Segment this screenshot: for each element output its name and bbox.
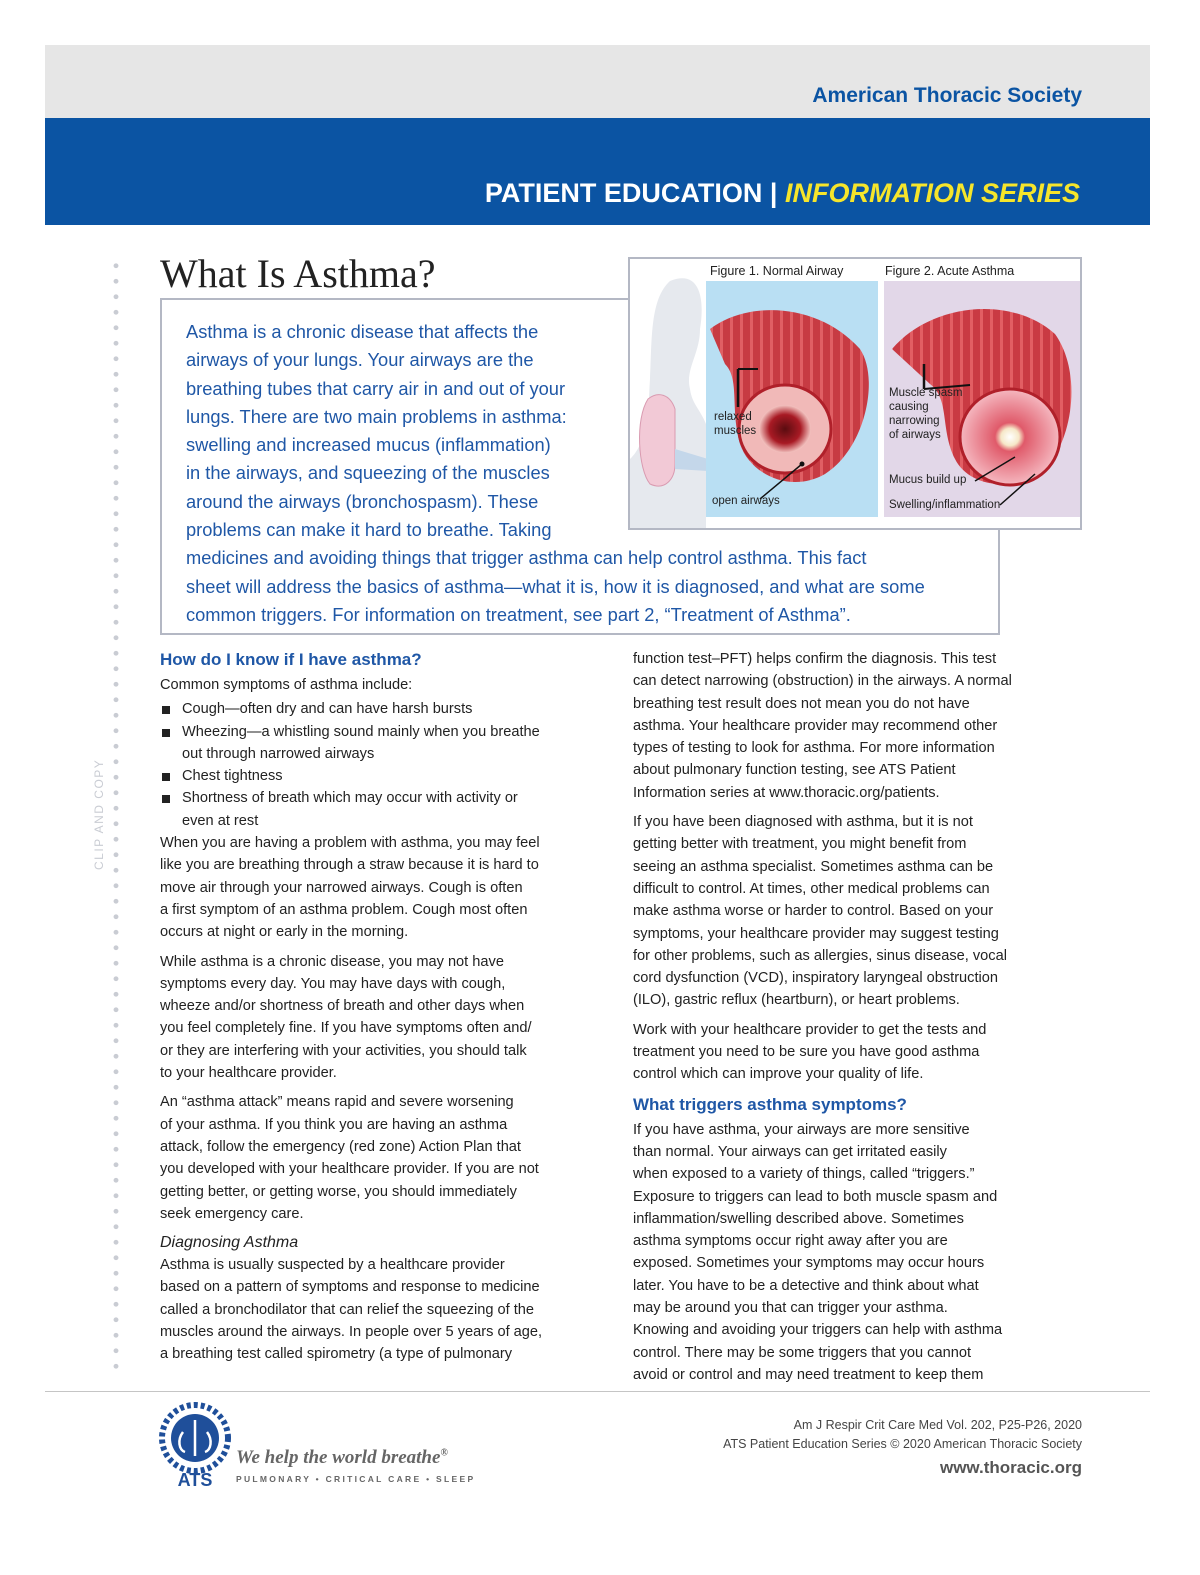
text-line: called a bronchodilator that can relief the squeezing of the [160,1301,535,1318]
text-line: When you are having a problem with asthma, you may feel [160,835,540,852]
paragraph-breathing-straw [160,832,608,943]
ats-logo-text: ATS [177,1470,213,1490]
symptoms-intro: Common symptoms of asthma include: [160,677,413,693]
paragraph-triggers [633,1119,1073,1387]
series-separator: | [762,178,785,208]
text-line: Wheezing—a whistling sound mainly when you breathe [182,723,540,740]
tagline [236,1447,448,1469]
airway-lumen-inflamed [960,389,1060,485]
text-line: sheet will address the basics of asthma—what it is, how it is diagnosed, and what are some [186,575,925,597]
text-line: exposed. Sometimes your symptoms may occur hours [633,1255,985,1272]
paragraph-pft [633,648,1073,804]
label-relaxed: relaxed [714,411,752,423]
text-line: like you are breathing through a straw because it is hard to [160,857,539,874]
text-line: muscles around the airways. In people over 5 years of age, [160,1324,543,1341]
text-line: you developed with your healthcare provider. If you are not [160,1161,539,1178]
text-line: Knowing and avoiding your triggers can help with asthma [633,1322,1003,1339]
label-mucus: Mucus build up [889,474,967,486]
text-line: treatment you need to be sure you have good asthma [633,1044,980,1061]
text-line: asthma. Your healthcare provider may recommend other [633,717,998,734]
org-name: American Thoracic Society [812,84,1082,107]
text-line: Asthma is usually suspected by a healthcare provider [160,1257,505,1274]
symptom-list [160,698,608,832]
paragraph-work-with-provider [633,1019,1073,1086]
text-line: lungs. There are two main problems in asthma: [186,405,567,427]
text-line: medicines and avoiding things that trigger asthma can help control asthma. This fact [186,547,867,569]
text-line: symptoms, your healthcare provider may suggest testing [633,925,999,942]
text-line: Work with your healthcare provider to get the tests and [633,1021,987,1038]
symptom-list-item [160,698,608,720]
series-main: PATIENT EDUCATION [484,178,763,208]
heading-diagnosing-asthma: Diagnosing Asthma [160,1234,299,1252]
page-title: What Is Asthma? [160,251,436,296]
airway-figure [628,257,1082,530]
text-line: seeing an asthma specialist. Sometimes asthma can be [633,858,994,875]
text-line: common triggers. For information on treatment, see part 2, “Treatment of Asthma”. [186,603,851,625]
tagline-sub: PULMONARY • CRITICAL CARE • SLEEP [236,1474,476,1484]
text-line: types of testing to look for asthma. For more information [633,740,995,757]
label-swelling: Swelling/inflammation [889,499,1001,511]
text-line: swelling and increased mucus (inflammation) [186,434,551,456]
figure1-caption: Figure 1. Normal Airway [710,264,844,278]
citation-journal: Am J Respir Crit Care Med Vol. 202, P25-P26, 2020 [793,1418,1082,1432]
figure2-caption: Figure 2. Acute Asthma [885,264,1015,278]
text-line: may be around you that can trigger your asthma. [633,1300,948,1317]
text-line: (ILO), gastric reflux (heartburn), or heart problems. [633,992,960,1009]
symptom-list-item [160,765,608,787]
text-line: asthma symptoms occur right away after you are [633,1233,948,1250]
text-line: a breathing test called spirometry (a type of pulmonary [160,1346,513,1363]
text-line: avoid or control and may need treatment to keep them [633,1366,984,1383]
text-line: breathing test result does not mean you do not have [633,695,970,712]
text-line: when exposed to a variety of things, called “triggers.” [633,1166,975,1183]
text-line: about pulmonary function testing, see ATS Patient [633,762,956,779]
right-column [633,648,1073,1393]
label-spasm-3: narrowing [889,415,940,427]
text-line: make asthma worse or harder to control. Based on your [633,903,994,920]
text-line: Exposure to triggers can lead to both muscle spasm and [633,1188,998,1205]
text-line: While asthma is a chronic disease, you may not have [160,953,504,970]
text-line: If you have asthma, your airways are more sensitive [633,1121,970,1138]
symptom-list-item [160,721,608,766]
text-line: out through narrowed airways [182,745,375,762]
text-line: Cough—often dry and can have harsh bursts [182,701,473,718]
text-line: wheeze and/or shortness of breath and other days when [160,998,525,1015]
clip-dotted-line [113,258,119,1370]
paragraph-diagnosis [160,1254,608,1365]
text-line: you feel completely fine. If you have symptoms often and/ [160,1020,532,1037]
label-spasm-1: Muscle spasm [889,387,963,399]
text-line: Asthma is a chronic disease that affects the [186,321,539,342]
label-spasm-2: causing [889,401,929,413]
text-line: seek emergency care. [160,1205,304,1222]
text-line: airways of your lungs. Your airways are the [186,349,534,371]
text-line: function test–PFT) helps confirm the diagnosis. This test [633,651,997,667]
text-line: can detect narrowing (obstruction) in the airways. A normal [633,673,1012,690]
label-open-airways: open airways [712,495,780,507]
text-line: for other problems, such as allergies, sinus disease, vocal [633,947,1007,964]
text-line: breathing tubes that carry air in and out of your [186,377,566,399]
text-line: attack, follow the emergency (red zone) Action Plan that [160,1138,521,1155]
heading-triggers: What triggers asthma symptoms? [633,1094,907,1114]
text-line: a first symptom of an asthma problem. Cough most often [160,901,528,918]
text-line: than normal. Your airways can get irritated easily [633,1143,947,1160]
text-line: Chest tightness [182,768,283,785]
text-line: around the airways (bronchospasm). These [186,490,539,512]
airway-illustration [630,259,1082,530]
text-line: Information series at www.thoracic.org/patients. [633,784,940,801]
text-line: later. You have to be a detective and think about what [633,1277,979,1294]
text-line: problems can make it hard to breathe. Taking [186,519,552,541]
text-line: If you have been diagnosed with asthma, but it is not [633,814,973,831]
tagline-text: We help the world breathe [236,1447,441,1468]
paragraph-asthma-attack [160,1091,608,1225]
text-line: in the airways, and squeezing of the muscles [186,462,550,484]
text-line: inflammation/swelling described above. Sometimes [633,1210,964,1227]
text-line: symptoms every day. You may have days with cough, [160,975,506,992]
paragraph-chronic-disease [160,951,608,1085]
label-spasm-4: of airways [889,429,941,441]
website-link[interactable]: www.thoracic.org [939,1458,1082,1477]
text-line: Shortness of breath which may occur with activity or [182,790,518,807]
symptom-list-item [160,787,608,832]
text-line: even at rest [182,812,259,829]
footer-divider [45,1391,1150,1392]
lung-icon [640,395,675,486]
tagline-mark: ® [440,1447,448,1459]
text-line: control which can improve your quality of life. [633,1066,924,1083]
text-line: move air through your narrowed airways. Cough is often [160,879,523,896]
label-muscles: muscles [714,425,757,437]
citation-series: ATS Patient Education Series © 2020 American Thoracic Society [723,1437,1082,1451]
text-line: An “asthma attack” means rapid and severe worsening [160,1094,514,1111]
text-line: of your asthma. If you think you are having an asthma [160,1116,508,1133]
text-line: getting better, or getting worse, you should immediately [160,1183,517,1200]
text-line: control. There may be some triggers that you cannot [633,1344,971,1361]
text-line: or they are interfering with your activities, you should talk [160,1042,527,1059]
text-line: getting better with treatment, you might benefit from [633,836,967,853]
text-line: difficult to control. At times, other medical problems can [633,880,990,897]
heading-how-do-i-know: How do I know if I have asthma? [160,650,422,669]
series-emphasis: INFORMATION SERIES [784,178,1080,208]
text-line: based on a pattern of symptoms and response to medicine [160,1279,540,1296]
left-column [160,648,608,1373]
ats-logo [155,1400,235,1490]
paragraph-specialist [633,811,1073,1012]
text-line: to your healthcare provider. [160,1065,337,1082]
series-title [485,178,1080,209]
clip-and-copy-label: CLIP AND COPY [92,758,106,870]
text-line: cord dysfunction (VCD), inspiratory laryngeal obstruction [633,970,999,987]
text-line: occurs at night or early in the morning. [160,924,409,941]
